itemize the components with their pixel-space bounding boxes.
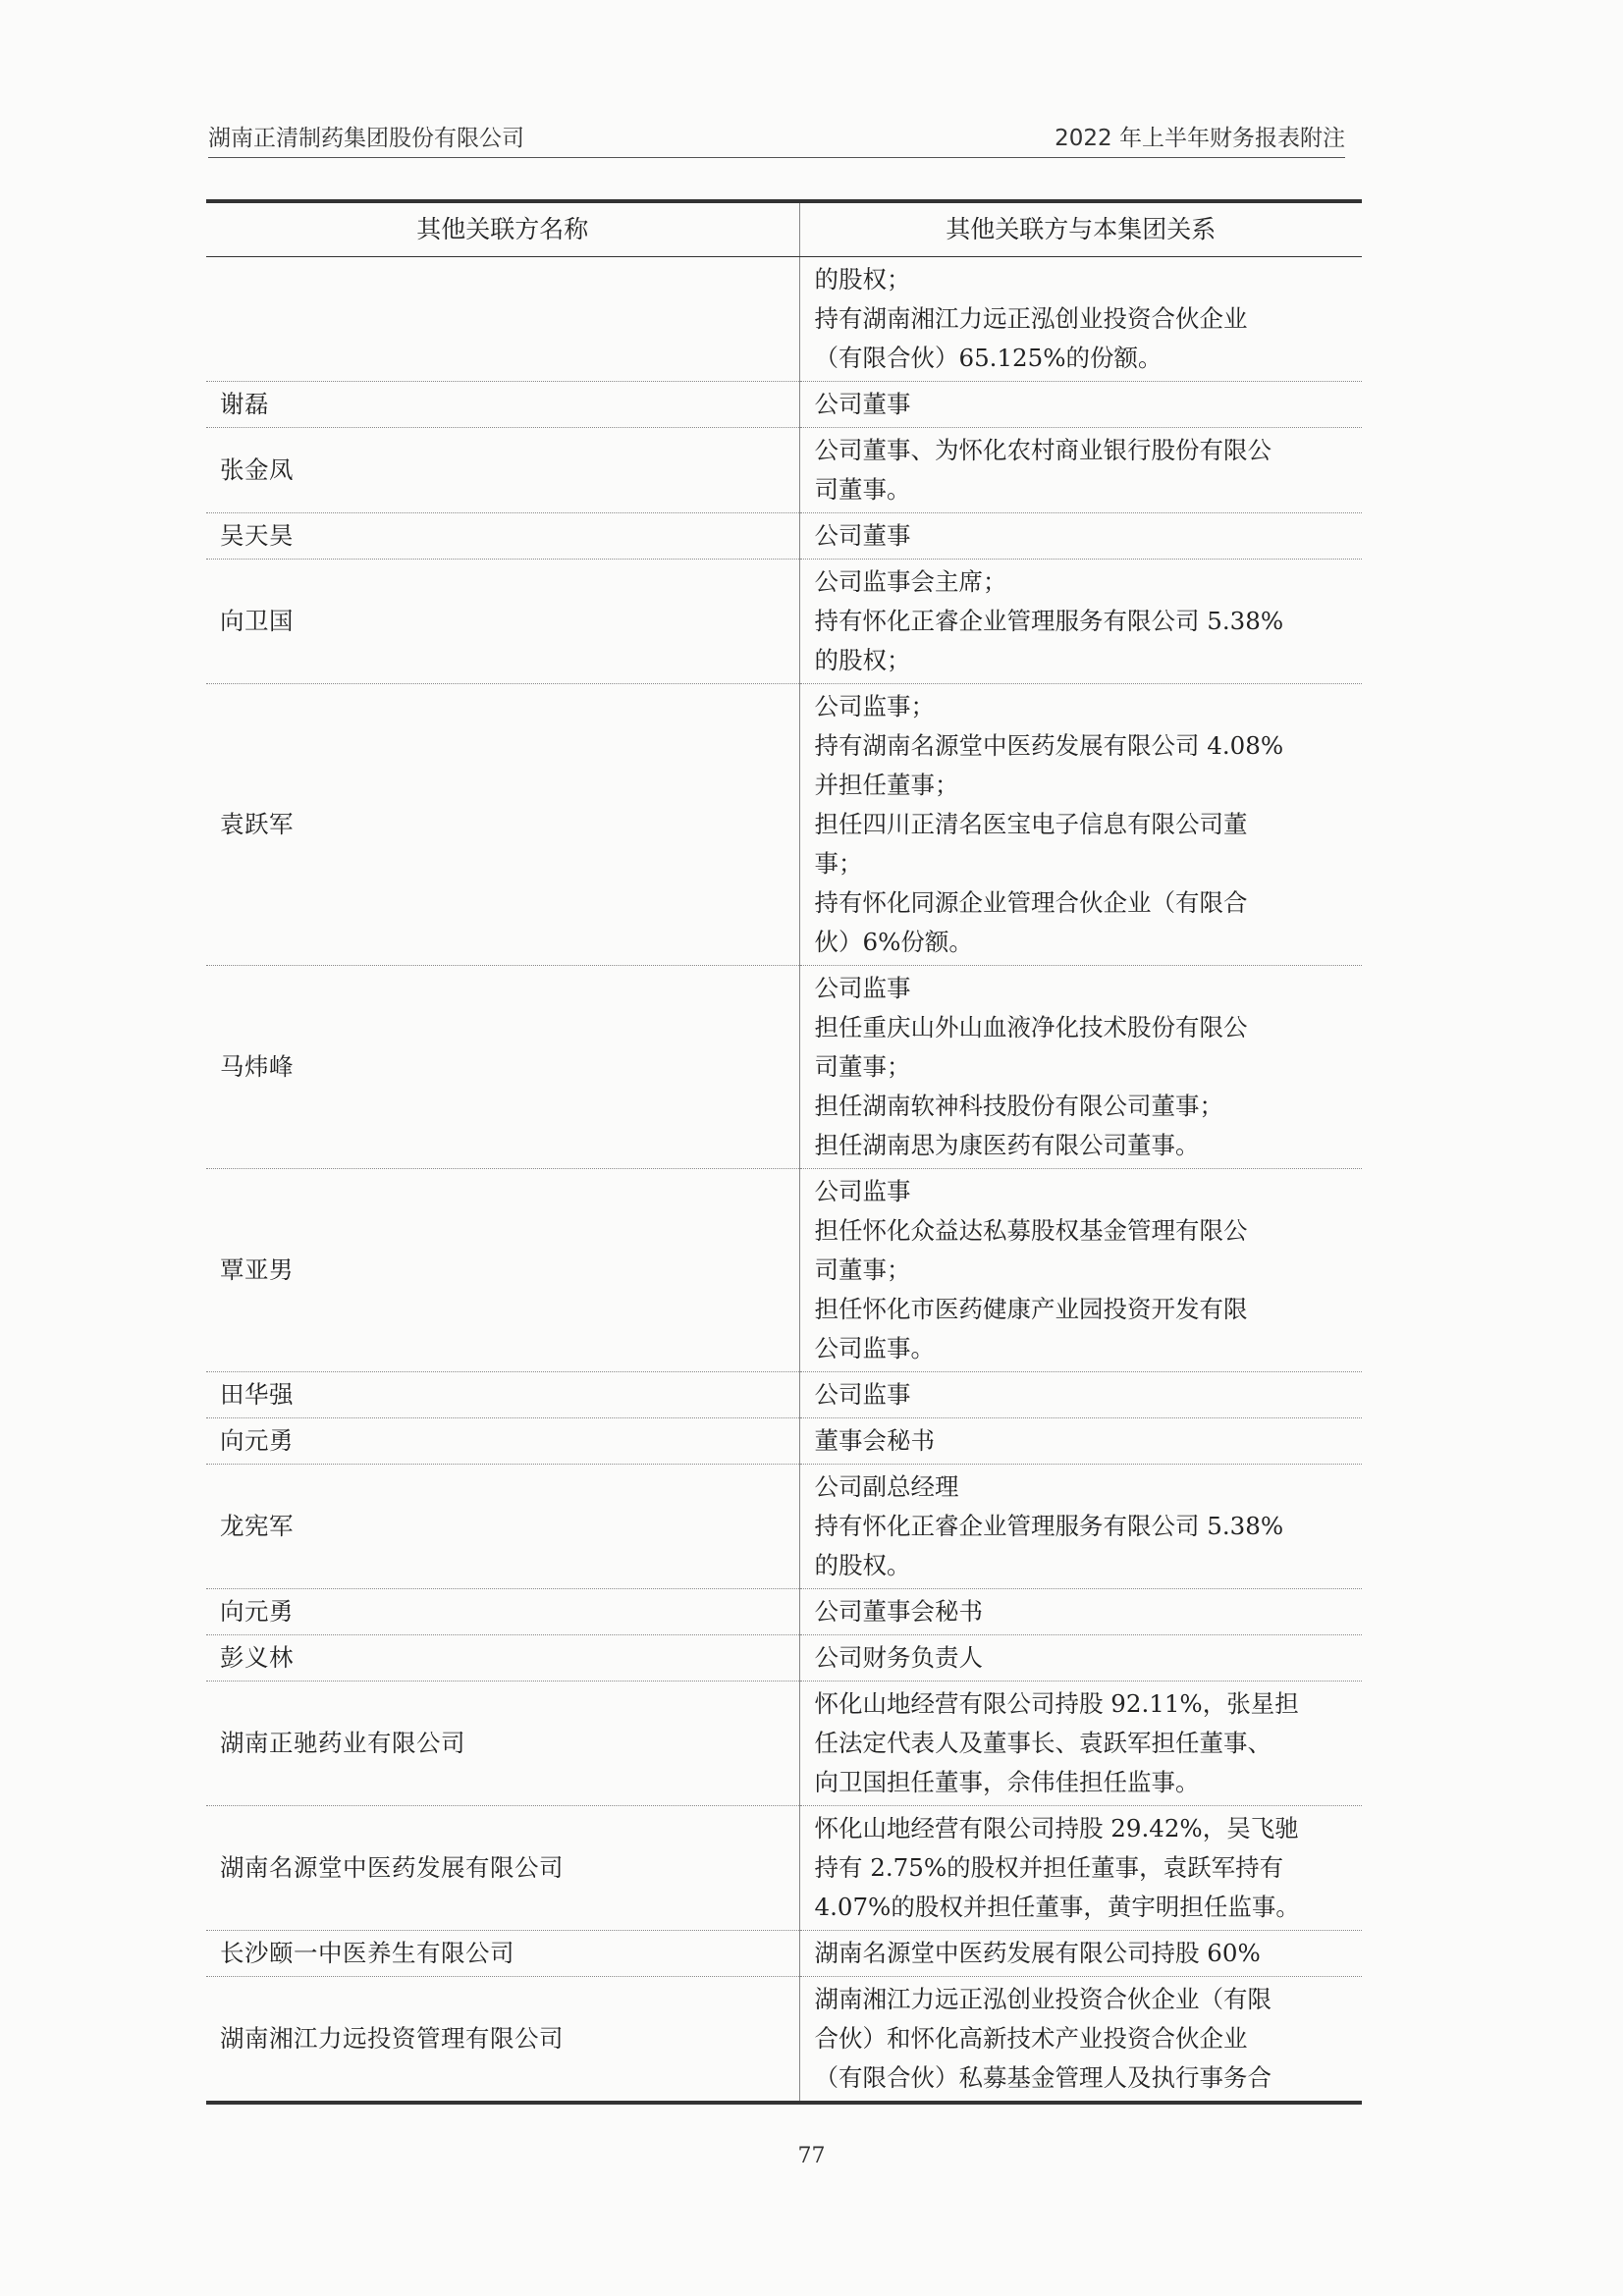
table-row [206, 1931, 1362, 1977]
page-header [208, 118, 1345, 158]
relationship-description [799, 1806, 1362, 1931]
table-row [206, 560, 1362, 684]
relationship-description [799, 513, 1362, 560]
table-row [206, 1418, 1362, 1465]
relationship-line: 持有湖南名源堂中医药发展有限公司 4.08% [814, 731, 1284, 760]
relationship-line: 担任怀化市医药健康产业园投资开发有限 [814, 1295, 1248, 1323]
relationship-description [799, 1977, 1362, 2102]
related-party-name: 湖南湘江力远投资管理有限公司 [206, 1977, 799, 2102]
relationship-line: 持有湖南湘江力远正泓创业投资合伙企业 [814, 304, 1248, 333]
related-party-name: 向元勇 [206, 1418, 799, 1465]
related-party-name: 谢磊 [206, 382, 799, 428]
relationship-description [799, 382, 1362, 428]
table-row [206, 1372, 1362, 1418]
relationship-line: 合伙）和怀化高新技术产业投资合伙企业 [814, 2024, 1248, 2053]
relationship-line: 担任四川正清名医宝电子信息有限公司董 [814, 810, 1248, 838]
relationship-line: 的股权。 [814, 1551, 911, 1579]
page-number: 77 [797, 2144, 826, 2168]
related-parties-table [206, 199, 1362, 2105]
relationship-line: 事； [814, 849, 863, 878]
relationship-description [799, 1682, 1362, 1806]
table-header-row [206, 203, 1362, 257]
related-party-name: 吴天昊 [206, 513, 799, 560]
related-party-name: 田华强 [206, 1372, 799, 1418]
table-row [206, 1589, 1362, 1635]
relationship-line: 公司监事 [814, 974, 911, 1002]
relationship-description [799, 966, 1362, 1169]
relationship-line: 公司监事； [814, 692, 935, 721]
relationship-description [799, 1635, 1362, 1682]
relationship-line: 董事会秘书 [814, 1426, 935, 1455]
header-report-title: 2022 年上半年财务报表附注 [1055, 126, 1345, 151]
relationship-description [799, 428, 1362, 513]
relationship-line: （有限合伙）65.125%的份额。 [814, 344, 1163, 372]
table-row [206, 684, 1362, 966]
relationship-line: 4.07%的股权并担任董事，黄宇明担任监事。 [814, 1893, 1300, 1921]
relationship-line: 的股权； [814, 646, 911, 674]
relationship-description [799, 1931, 1362, 1977]
relationship-line: 持有怀化正睿企业管理服务有限公司 5.38% [814, 607, 1284, 635]
relationship-line: 湖南名源堂中医药发展有限公司持股 60% [814, 1939, 1261, 1967]
relationship-line: 担任湖南思为康医药有限公司董事。 [814, 1131, 1200, 1159]
relationship-line: 公司董事 [814, 521, 911, 550]
table-row [206, 428, 1362, 513]
table-body [206, 257, 1362, 2102]
relationship-description [799, 1465, 1362, 1589]
table-row [206, 1465, 1362, 1589]
relationship-line: 公司副总经理 [814, 1472, 959, 1501]
relationship-line: 持有怀化同源企业管理合伙企业（有限合 [814, 888, 1248, 917]
relationship-line: 伙）6%份额。 [814, 928, 973, 956]
relationship-line: 公司监事 [814, 1177, 911, 1205]
relationship-line: 湖南湘江力远正泓创业投资合伙企业（有限 [814, 1985, 1271, 2013]
relationship-description [799, 560, 1362, 684]
related-party-name: 马炜峰 [206, 966, 799, 1169]
table-row [206, 966, 1362, 1169]
table-row [206, 1635, 1362, 1682]
relationship-description [799, 1589, 1362, 1635]
relationship-line: 向卫国担任董事，佘伟佳担任监事。 [814, 1768, 1200, 1796]
relationship-description [799, 1169, 1362, 1372]
relationship-line: 公司财务负责人 [814, 1643, 983, 1672]
relationship-line: 担任怀化众益达私募股权基金管理有限公 [814, 1216, 1248, 1245]
table-row [206, 1682, 1362, 1806]
related-party-name: 张金凤 [206, 428, 799, 513]
table-row [206, 382, 1362, 428]
relationship-line: 任法定代表人及董事长、袁跃军担任董事、 [814, 1729, 1271, 1757]
relationship-line: 公司监事。 [814, 1334, 935, 1362]
header-company-name: 湖南正清制药集团股份有限公司 [208, 126, 524, 151]
table-row [206, 1977, 1362, 2102]
relationship-line: 持有怀化正睿企业管理服务有限公司 5.38% [814, 1512, 1284, 1540]
related-party-name: 湖南名源堂中医药发展有限公司 [206, 1806, 799, 1931]
relationship-description [799, 1418, 1362, 1465]
relationship-line: 并担任董事； [814, 771, 959, 799]
table-row [206, 1806, 1362, 1931]
related-party-name: 向卫国 [206, 560, 799, 684]
relationship-description [799, 257, 1362, 382]
relationship-line: 担任重庆山外山血液净化技术股份有限公 [814, 1013, 1248, 1041]
relationship-line: 公司董事会秘书 [814, 1597, 983, 1626]
related-party-name: 袁跃军 [206, 684, 799, 966]
related-party-name: 长沙颐一中医养生有限公司 [206, 1931, 799, 1977]
relationship-description [799, 684, 1362, 966]
related-party-name: 湖南正驰药业有限公司 [206, 1682, 799, 1806]
relationship-line: 持有 2.75%的股权并担任董事，袁跃军持有 [814, 1853, 1284, 1882]
related-party-name: 彭义林 [206, 1635, 799, 1682]
relationship-line: （有限合伙）私募基金管理人及执行事务合 [814, 2063, 1271, 2092]
column-header-relationship: 其他关联方与本集团关系 [799, 203, 1362, 257]
related-party-name [206, 257, 799, 382]
relationship-line: 司董事； [814, 1255, 911, 1284]
related-party-name: 覃亚男 [206, 1169, 799, 1372]
relationship-line: 公司董事、为怀化农村商业银行股份有限公 [814, 436, 1271, 464]
relationship-line: 怀化山地经营有限公司持股 29.42%，吴飞驰 [814, 1814, 1299, 1842]
relationship-line: 担任湖南软神科技股份有限公司董事； [814, 1092, 1223, 1120]
column-header-name: 其他关联方名称 [206, 203, 799, 257]
relationship-line: 怀化山地经营有限公司持股 92.11%，张星担 [814, 1689, 1299, 1718]
table-row [206, 1169, 1362, 1372]
relationship-line: 司董事。 [814, 475, 911, 504]
relationship-description [799, 1372, 1362, 1418]
related-party-name: 向元勇 [206, 1589, 799, 1635]
relationship-line: 的股权； [814, 265, 911, 294]
related-party-name: 龙宪军 [206, 1465, 799, 1589]
relationship-line: 公司监事会主席； [814, 567, 1007, 596]
relationship-line: 公司董事 [814, 390, 911, 418]
table-row [206, 513, 1362, 560]
relationship-line: 公司监事 [814, 1380, 911, 1409]
table-row [206, 257, 1362, 382]
relationship-line: 司董事； [814, 1052, 911, 1081]
